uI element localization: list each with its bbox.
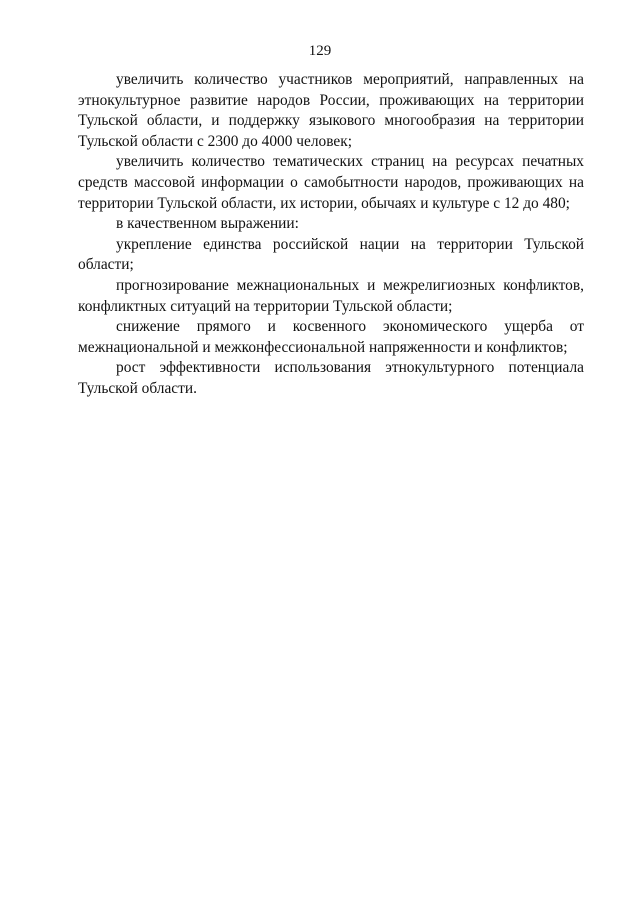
paragraph-ethnocultural-potential: рост эффективности использования этнокультурного потенциала Тульской области. xyxy=(78,359,584,397)
paragraph-damage-reduction: снижение прямого и косвенного экономического ущерба от межнациональной и межконфессиональной напряженности и конфликтов; xyxy=(78,318,584,356)
paragraph-qualitative-heading: в качественном выражении: xyxy=(116,215,299,233)
page-number: 129 xyxy=(308,43,332,59)
document-body xyxy=(78,70,584,400)
paragraph-conflict-forecasting: прогнозирование межнациональных и межрелигиозных конфликтов, конфликтных ситуаций на территории Тульской области; xyxy=(78,276,584,315)
paragraph-participants-target: увеличить количество участников мероприятий, направленных на этнокультурное развитие народов России, проживающих на территории Тульской области, и поддержку языкового многообразия на территории Тульской области с 2300 до 4000 человек; xyxy=(78,71,584,150)
paragraph-national-unity: укрепление единства российской нации на территории Тульской области; xyxy=(78,235,584,274)
paragraph-media-pages-target: увеличить количество тематических страниц на ресурсах печатных средств массовой информации о самобытности народов, проживающих на территории Тульской области, их истории, обычаях и культуре с 12 до 480; xyxy=(78,153,584,212)
